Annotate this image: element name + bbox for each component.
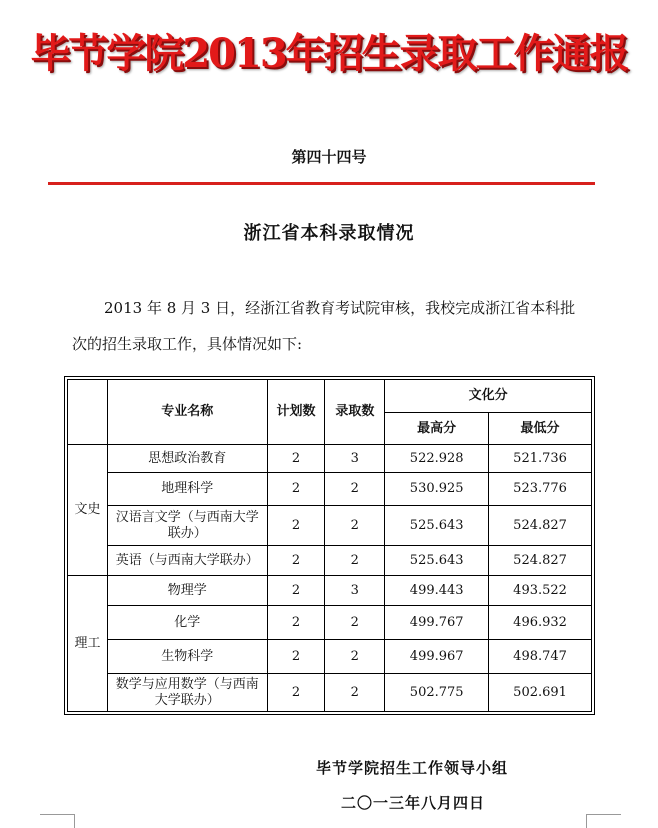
header-max: 最高分 — [385, 413, 489, 445]
table-row — [68, 606, 592, 640]
max-score-cell: 499.443 — [385, 576, 489, 606]
min-score-cell: 502.691 — [489, 674, 592, 712]
major-cell: 数学与应用数学（与西南大学联办） — [107, 674, 267, 712]
major-cell: 物理学 — [107, 576, 267, 606]
header-plan: 计划数 — [267, 380, 325, 445]
header-min: 最低分 — [489, 413, 592, 445]
admitted-cell: 3 — [325, 445, 385, 473]
min-score-cell: 496.932 — [489, 606, 592, 640]
plan-cell: 2 — [267, 674, 325, 712]
max-score-cell: 502.775 — [385, 674, 489, 712]
table-row — [68, 506, 592, 546]
major-cell: 地理科学 — [107, 473, 267, 506]
table-row — [68, 576, 592, 606]
max-score-cell: 525.643 — [385, 546, 489, 576]
table-row — [68, 445, 592, 473]
table-corner-cell — [68, 380, 108, 445]
admitted-cell: 2 — [325, 606, 385, 640]
page-corner-mark-right — [586, 814, 621, 828]
min-score-cell: 524.827 — [489, 506, 592, 546]
table-row — [68, 473, 592, 506]
major-cell: 英语（与西南大学联办） — [107, 546, 267, 576]
table-row — [68, 640, 592, 674]
major-cell: 思想政治教育 — [107, 445, 267, 473]
admitted-cell: 2 — [325, 546, 385, 576]
plan-cell: 2 — [267, 445, 325, 473]
issue-date: 二〇一三年八月四日 — [341, 794, 486, 812]
admission-table — [67, 379, 592, 712]
major-cell: 生物科学 — [107, 640, 267, 674]
max-score-cell: 499.967 — [385, 640, 489, 674]
page-corner-mark-left — [40, 814, 75, 828]
admitted-cell: 2 — [325, 506, 385, 546]
intro-paragraph: 2013 年 8 月 3 日，经浙江省教育考试院审核，我校完成浙江省本科批次的招生录取工作，具体情况如下: — [72, 299, 576, 353]
min-score-cell: 523.776 — [489, 473, 592, 506]
major-cell: 汉语言文学（与西南大学联办） — [107, 506, 267, 546]
signature: 毕节学院招生工作领导小组 — [316, 759, 509, 777]
min-score-cell: 524.827 — [489, 546, 592, 576]
admitted-cell: 2 — [325, 674, 385, 712]
header-major: 专业名称 — [107, 380, 267, 445]
category-cell: 理工 — [68, 576, 108, 712]
plan-cell: 2 — [267, 546, 325, 576]
issue-number: 第四十四号 — [291, 148, 367, 166]
plan-cell: 2 — [267, 506, 325, 546]
admitted-cell: 2 — [325, 473, 385, 506]
table-row — [68, 674, 592, 712]
admitted-cell: 2 — [325, 640, 385, 674]
plan-cell: 2 — [267, 640, 325, 674]
table-row — [68, 546, 592, 576]
admitted-cell: 3 — [325, 576, 385, 606]
max-score-cell: 530.925 — [385, 473, 489, 506]
major-cell: 化学 — [107, 606, 267, 640]
plan-cell: 2 — [267, 576, 325, 606]
header-score-group: 文化分 — [385, 380, 592, 413]
category-cell: 文史 — [68, 445, 108, 576]
max-score-cell: 525.643 — [385, 506, 489, 546]
red-divider — [48, 182, 595, 185]
min-score-cell: 493.522 — [489, 576, 592, 606]
header-admitted: 录取数 — [325, 380, 385, 445]
banner-title: 毕节学院2013年招生录取工作通报 — [30, 30, 628, 77]
plan-cell: 2 — [267, 606, 325, 640]
min-score-cell: 521.736 — [489, 445, 592, 473]
report-heading: 浙江省本科录取情况 — [243, 223, 415, 244]
max-score-cell: 522.928 — [385, 445, 489, 473]
plan-cell: 2 — [267, 473, 325, 506]
min-score-cell: 498.747 — [489, 640, 592, 674]
max-score-cell: 499.767 — [385, 606, 489, 640]
